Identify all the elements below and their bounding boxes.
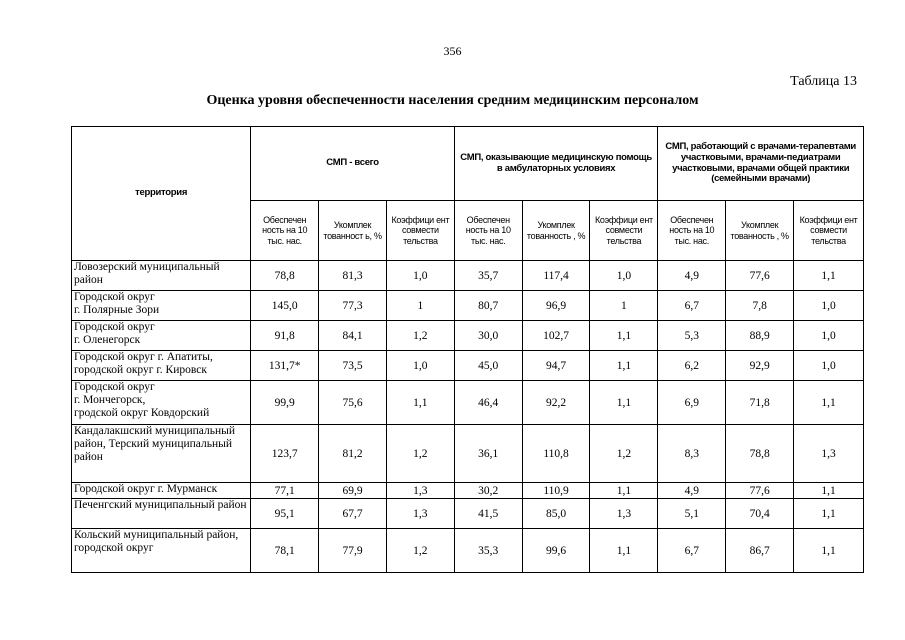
- value-cell: 1,0: [794, 321, 864, 351]
- value-cell: 5,3: [658, 321, 726, 351]
- value-cell: 94,7: [522, 351, 590, 381]
- value-cell: 1,1: [386, 381, 454, 425]
- group-header-district: СМП, работающий с врачами-терапевтами участковыми, врачами-педиатрами участковыми, врачами общей практики (семейными врачами): [658, 127, 864, 201]
- value-cell: 77,3: [319, 291, 387, 321]
- value-cell: 71,8: [726, 381, 794, 425]
- value-cell: 1,2: [386, 321, 454, 351]
- value-cell: 1,3: [386, 483, 454, 499]
- table-row: [72, 529, 864, 573]
- subheader-provision: Обеспечен ность на 10 тыс. нас.: [251, 201, 319, 261]
- value-cell: 1,0: [386, 351, 454, 381]
- table-label: Таблица 13: [790, 74, 857, 89]
- table-row: [72, 261, 864, 291]
- table-row: [72, 425, 864, 483]
- value-cell: 77,1: [251, 483, 319, 499]
- value-cell: 80,7: [454, 291, 522, 321]
- value-cell: 6,9: [658, 381, 726, 425]
- value-cell: 1,1: [794, 499, 864, 529]
- value-cell: 46,4: [454, 381, 522, 425]
- value-cell: 117,4: [522, 261, 590, 291]
- value-cell: 96,9: [522, 291, 590, 321]
- value-cell: 1,1: [794, 483, 864, 499]
- value-cell: 1,0: [794, 291, 864, 321]
- value-cell: 7,8: [726, 291, 794, 321]
- territory-cell: Городской округ г. Апатиты, городской округ г. Кировск: [72, 351, 251, 381]
- value-cell: 99,6: [522, 529, 590, 573]
- value-cell: 36,1: [454, 425, 522, 483]
- value-cell: 1,2: [386, 425, 454, 483]
- table-row: [72, 321, 864, 351]
- value-cell: 30,2: [454, 483, 522, 499]
- value-cell: 77,6: [726, 261, 794, 291]
- value-cell: 30,0: [454, 321, 522, 351]
- value-cell: 75,6: [319, 381, 387, 425]
- value-cell: 77,9: [319, 529, 387, 573]
- data-table: [71, 126, 864, 573]
- value-cell: 78,8: [726, 425, 794, 483]
- value-cell: 5,1: [658, 499, 726, 529]
- value-cell: 88,9: [726, 321, 794, 351]
- value-cell: 1,1: [794, 381, 864, 425]
- value-cell: 1,2: [590, 425, 658, 483]
- value-cell: 131,7*: [251, 351, 319, 381]
- value-cell: 45,0: [454, 351, 522, 381]
- subheader-staffing: Укомплек тованность , %: [522, 201, 590, 261]
- subheader-staffing: Укомплек тованност ь, %: [319, 201, 387, 261]
- subheader-provision: Обеспечен ность на 10 тыс. нас.: [658, 201, 726, 261]
- territory-cell: Кандалакшский муниципальный район, Терский муниципальный район: [72, 425, 251, 483]
- value-cell: 6,7: [658, 529, 726, 573]
- value-cell: 110,9: [522, 483, 590, 499]
- value-cell: 1,3: [794, 425, 864, 483]
- document-title: Оценка уровня обеспеченности населения средним медицинским персоналом: [206, 93, 699, 108]
- value-cell: 41,5: [454, 499, 522, 529]
- value-cell: 35,3: [454, 529, 522, 573]
- value-cell: 1,1: [590, 321, 658, 351]
- value-cell: 95,1: [251, 499, 319, 529]
- value-cell: 1: [386, 291, 454, 321]
- value-cell: 4,9: [658, 261, 726, 291]
- value-cell: 110,8: [522, 425, 590, 483]
- value-cell: 1,0: [590, 261, 658, 291]
- value-cell: 1,3: [590, 499, 658, 529]
- value-cell: 1: [590, 291, 658, 321]
- subheader-staffing: Укомплек тованность , %: [726, 201, 794, 261]
- subheader-coefficient: Коэффици ент совмести тельства: [590, 201, 658, 261]
- value-cell: 78,8: [251, 261, 319, 291]
- table-row: [72, 381, 864, 425]
- group-header-total: СМП - всего: [251, 127, 455, 201]
- table-row: [72, 483, 864, 499]
- value-cell: 77,6: [726, 483, 794, 499]
- value-cell: 35,7: [454, 261, 522, 291]
- value-cell: 1,1: [590, 529, 658, 573]
- value-cell: 92,9: [726, 351, 794, 381]
- value-cell: 1,0: [794, 351, 864, 381]
- value-cell: 69,9: [319, 483, 387, 499]
- subheader-coefficient: Коэффици ент совмести тельства: [794, 201, 864, 261]
- territory-header: территория: [72, 127, 251, 261]
- value-cell: 78,1: [251, 529, 319, 573]
- value-cell: 84,1: [319, 321, 387, 351]
- value-cell: 1,3: [386, 499, 454, 529]
- territory-cell: Городской округ г. Мончегорск, гродской округ Ковдорский: [72, 381, 251, 425]
- value-cell: 4,9: [658, 483, 726, 499]
- value-cell: 8,3: [658, 425, 726, 483]
- territory-cell: Городской округ г. Оленегорск: [72, 321, 251, 351]
- value-cell: 85,0: [522, 499, 590, 529]
- value-cell: 123,7: [251, 425, 319, 483]
- table-row: [72, 499, 864, 529]
- territory-cell: Городской округ г. Мурманск: [72, 483, 251, 499]
- value-cell: 99,9: [251, 381, 319, 425]
- value-cell: 1,2: [386, 529, 454, 573]
- page-number: 356: [443, 44, 462, 58]
- value-cell: 6,2: [658, 351, 726, 381]
- territory-cell: Печенгский муниципальный район: [72, 499, 251, 529]
- value-cell: 86,7: [726, 529, 794, 573]
- subheader-coefficient: Коэффици ент совмести тельства: [386, 201, 454, 261]
- value-cell: 1,0: [386, 261, 454, 291]
- subheader-provision: Обеспечен ность на 10 тыс. нас.: [454, 201, 522, 261]
- value-cell: 81,2: [319, 425, 387, 483]
- value-cell: 1,1: [794, 261, 864, 291]
- value-cell: 1,1: [794, 529, 864, 573]
- value-cell: 92,2: [522, 381, 590, 425]
- value-cell: 1,1: [590, 351, 658, 381]
- value-cell: 102,7: [522, 321, 590, 351]
- table-body: [72, 261, 864, 573]
- table-row: [72, 291, 864, 321]
- territory-cell: Городской округ г. Полярные Зори: [72, 291, 251, 321]
- value-cell: 145,0: [251, 291, 319, 321]
- value-cell: 1,1: [590, 381, 658, 425]
- group-header-outpatient: СМП, оказывающие медицинскую помощь в амбулаторных условиях: [454, 127, 658, 201]
- value-cell: 67,7: [319, 499, 387, 529]
- value-cell: 91,8: [251, 321, 319, 351]
- value-cell: 81,3: [319, 261, 387, 291]
- value-cell: 73,5: [319, 351, 387, 381]
- value-cell: 6,7: [658, 291, 726, 321]
- value-cell: 70,4: [726, 499, 794, 529]
- table-row: [72, 351, 864, 381]
- value-cell: 1,1: [590, 483, 658, 499]
- territory-cell: Кольский муниципальный район, городской округ: [72, 529, 251, 573]
- territory-cell: Ловозерский муниципальный район: [72, 261, 251, 291]
